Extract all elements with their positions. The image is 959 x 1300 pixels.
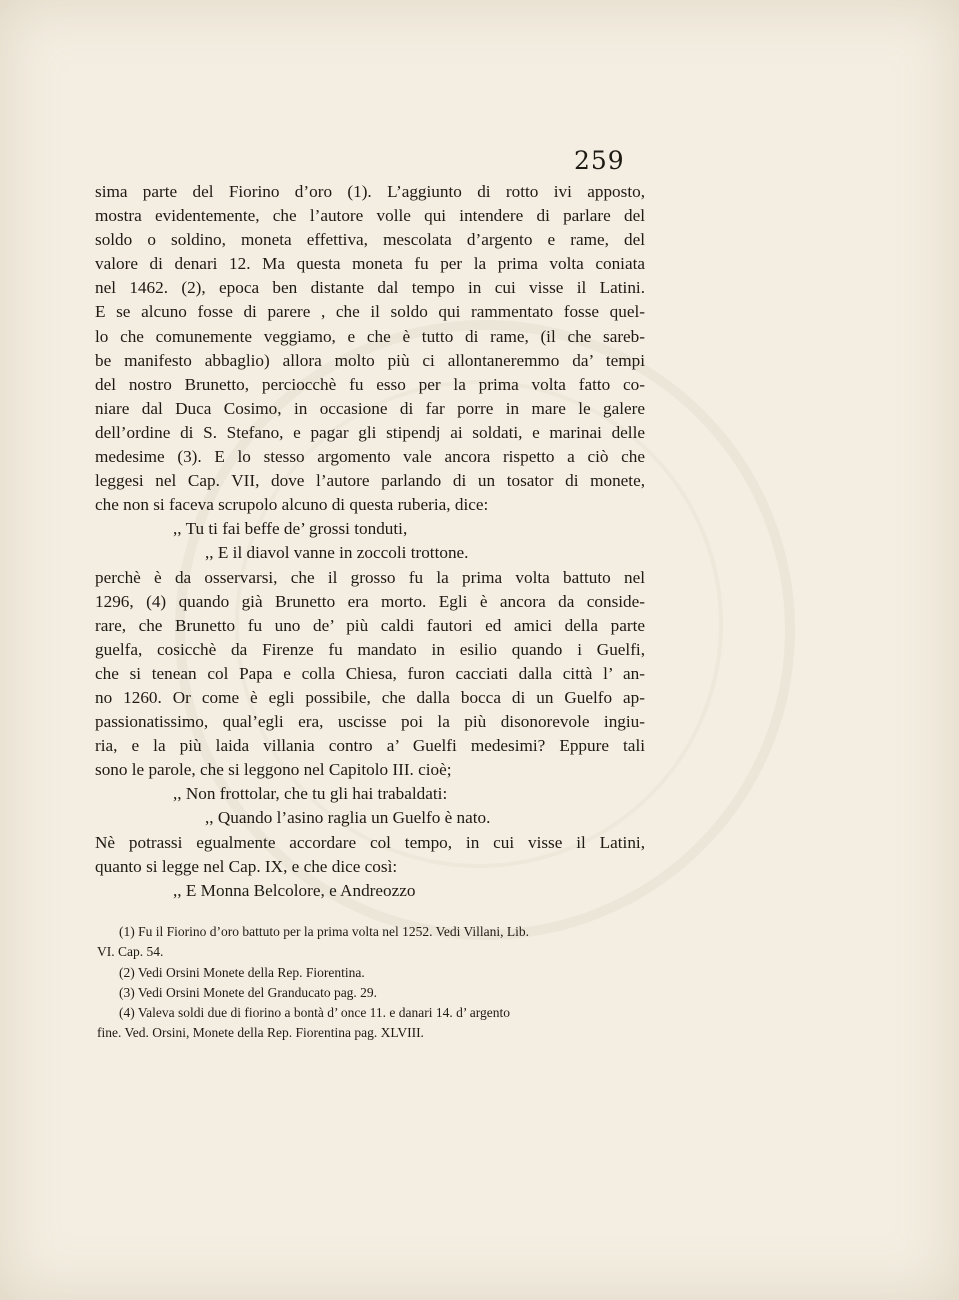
body-line: del nostro Brunetto, perciocchè fu esso per la prima volta fatto co-: [95, 374, 645, 394]
body-line: sima parte del Fiorino d’oro (1). L’aggiunto di rotto ivi apposto,: [95, 182, 645, 201]
body-line: guelfa, cosicchè da Firenze fu mandato in esilio quando i Guelfi,: [95, 639, 645, 659]
verse-line: ,, E Monna Belcolore, e Andreozzo: [173, 880, 416, 900]
page-number: 259: [574, 146, 625, 175]
footnote: (3) Vedi Orsini Monete del Granducato pag. 29.: [119, 984, 378, 1000]
body-line: medesime (3). E lo stesso argomento vale ancora rispetto a ciò che: [95, 447, 645, 467]
body-line: E se alcuno fosse di parere , che il soldo qui rammentato fosse quel-: [95, 302, 645, 322]
body-line: lo che comunemente veggiamo, e che è tutto di rame, (il che sareb-: [95, 326, 645, 346]
body-line: nel 1462. (2), epoca ben distante dal tempo in cui visse il Latini.: [95, 278, 645, 298]
footnote-continuation: VI. Cap. 54.: [97, 944, 164, 960]
body-line: 1296, (4) quando già Brunetto era morto. Egli è ancora da conside-: [95, 591, 645, 611]
body-line: valore di denari 12. Ma questa moneta fu per la prima volta coniata: [95, 254, 645, 274]
body-line: dell’ordine di S. Stefano, e pagar gli stipendj ai soldati, e marinai delle: [95, 422, 645, 442]
verse-line: ,, Quando l’asino raglia un Guelfo è nato.: [205, 808, 491, 828]
footnotes: [97, 922, 645, 1044]
footnote: (2) Vedi Orsini Monete della Rep. Fiorentina.: [119, 964, 365, 980]
body-text: [95, 180, 645, 903]
body-line: leggesi nel Cap. VII, dove l’autore parlando di un tosator di monete,: [95, 471, 645, 491]
body-line: soldo o soldino, moneta effettiva, mescolata d’argento e rame, del: [95, 230, 645, 250]
body-line: che si tenean col Papa e colla Chiesa, furon cacciati dalla città l’ an-: [95, 663, 645, 683]
body-line: perchè è da osservarsi, che il grosso fu la prima volta battuto nel: [95, 567, 645, 587]
footnote: (1) Fu il Fiorino d’oro battuto per la prima volta nel 1252. Vedi Villani, Lib.: [119, 924, 530, 939]
verse-line: ,, E il diavol vanne in zoccoli trottone.: [205, 543, 469, 563]
body-line: ria, e la più laida villania contro a’ Guelfi medesimi? Eppure tali: [95, 736, 645, 756]
body-line: rare, che Brunetto fu uno de’ più caldi fautori ed amici della parte: [95, 615, 645, 635]
footnote: (4) Valeva soldi due di fiorino a bontà d’ once 11. e danari 14. d’ argento: [119, 1005, 511, 1021]
body-line: quanto si legge nel Cap. IX, e che dice così:: [95, 856, 398, 876]
body-line: mostra evidentemente, che l’autore volle qui intendere di parlare del: [95, 206, 645, 226]
footnote-continuation: fine. Ved. Orsini, Monete della Rep. Fiorentina pag. XLVIII.: [97, 1025, 424, 1041]
body-line: no 1260. Or come è egli possibile, che dalla bocca di un Guelfo ap-: [95, 687, 645, 707]
body-line: be manifesto abbaglio) allora molto più ci allontaneremmo da’ tempi: [95, 350, 645, 370]
body-line: niare dal Duca Cosimo, in occasione di far porre in mare le galere: [95, 398, 645, 418]
verse-line: ,, Tu ti fai beffe de’ grossi tonduti,: [173, 519, 408, 539]
body-line: passionatissimo, qual’egli era, uscisse poi la più disonorevole ingiu-: [95, 712, 645, 732]
body-line: che non si faceva scrupolo alcuno di questa ruberia, dice:: [95, 495, 489, 515]
verse-line: ,, Non frottolar, che tu gli hai trabaldati:: [173, 784, 448, 804]
body-line: sono le parole, che si leggono nel Capitolo III. cioè;: [95, 760, 452, 780]
body-line: Nè potrassi egualmente accordare col tempo, in cui visse il Latini,: [95, 832, 645, 852]
